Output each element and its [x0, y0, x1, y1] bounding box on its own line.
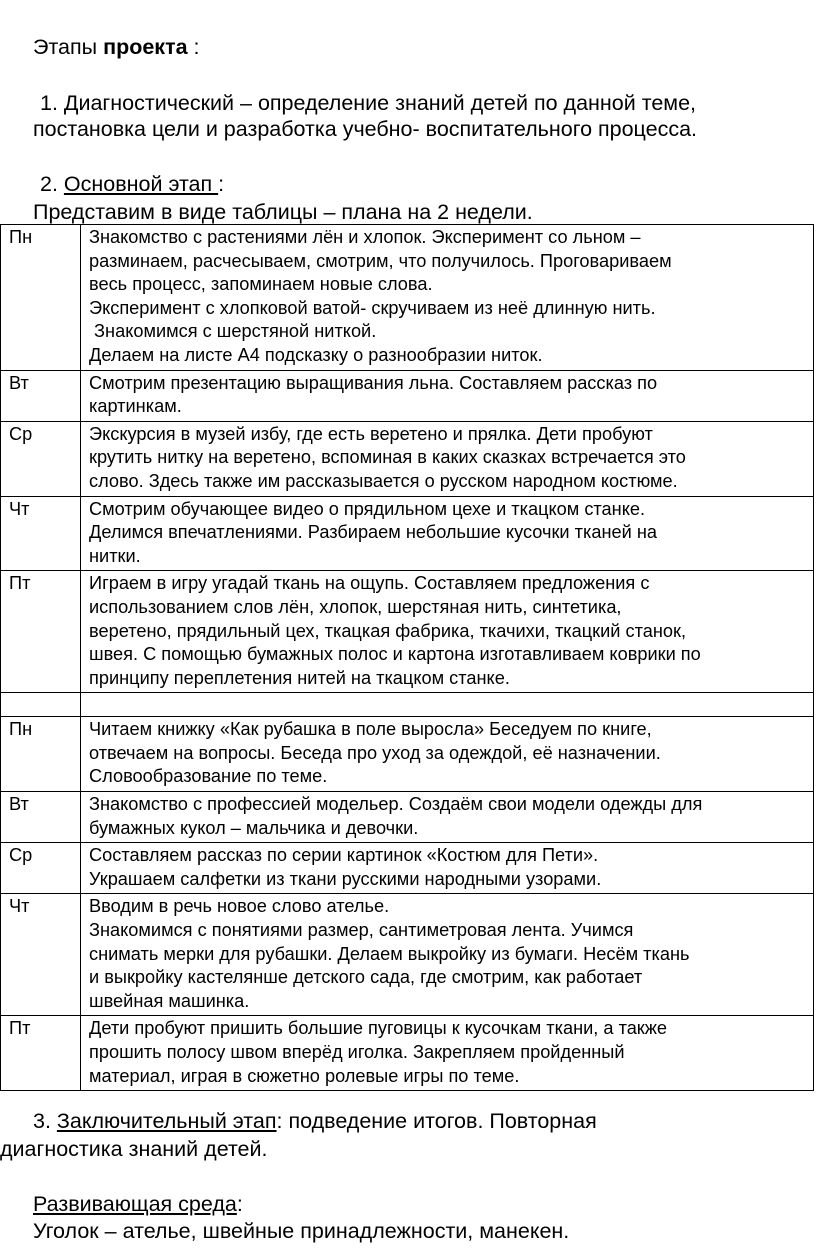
day-cell: Пт — [1, 571, 81, 693]
activity-line: снимать мерки для рубашки. Делаем выкройку из бумаги. Несём ткань — [89, 943, 690, 964]
table-row — [1, 1016, 814, 1091]
table-row — [1, 843, 814, 894]
environment-title: Развивающая среда — [33, 1192, 237, 1216]
table-row — [1, 370, 814, 421]
table-row — [1, 421, 814, 496]
day-cell: Ср — [1, 843, 81, 894]
stage3-heading — [33, 1108, 597, 1134]
activity-line: отвечаем на вопросы. Беседа про уход за одеждой, её назначении. — [89, 742, 661, 763]
empty-day-cell — [1, 693, 81, 717]
stage1-line2: постановка цели и разработка учебно- воспитательного процесса. — [33, 117, 698, 141]
stage1-line1: 1. Диагностический – определение знаний детей по данной теме, — [40, 91, 697, 115]
day-cell: Чт — [1, 496, 81, 571]
environment-colon: : — [236, 1192, 243, 1216]
table-row — [1, 496, 814, 571]
activity-cell — [81, 225, 814, 371]
activity-cell — [81, 1016, 814, 1091]
stages-heading — [33, 34, 200, 60]
activity-line: Смотрим презентацию выращивания льна. Составляем рассказ по — [89, 372, 658, 393]
activity-line: материал, играя в сюжетно ролевые игры по теме. — [89, 1065, 520, 1086]
activity-cell — [81, 496, 814, 571]
activity-line: весь процесс, запоминаем новые слова. — [89, 274, 433, 295]
activity-line: Вводим в речь новое слово ателье. — [89, 896, 390, 917]
activity-line: Делаем на листе А4 подсказку о разнообразии ниток. — [89, 344, 543, 365]
empty-activity-cell — [81, 693, 814, 717]
activity-cell — [81, 717, 814, 792]
activity-cell — [81, 843, 814, 894]
activity-line: использованием слов лён, хлопок, шерстяная нить, синтетика, — [89, 596, 622, 617]
activity-cell — [81, 421, 814, 496]
activity-cell — [81, 894, 814, 1016]
stages-heading-suffix: : — [187, 35, 200, 59]
stage2-colon: : — [218, 172, 225, 196]
activity-line: нитки. — [89, 545, 141, 566]
activity-line: разминаем, расчесываем, смотрим, что получилось. Проговариваем — [89, 250, 672, 271]
weekly-plan-table — [0, 224, 814, 1091]
activity-line: Смотрим обучающее видео о прядильном цехе и ткацком станке. — [89, 498, 646, 519]
day-cell: Вт — [1, 370, 81, 421]
activity-line: Читаем книжку «Как рубашка в поле выросла» Беседуем по книге, — [89, 719, 652, 740]
day-cell: Пт — [1, 1016, 81, 1091]
activity-line: крутить нитку на веретено, вспоминая в каких сказках встречается это — [89, 447, 686, 468]
activity-line: бумажных кукол – мальчика и девочки. — [89, 817, 419, 838]
activity-cell — [81, 792, 814, 843]
activity-cell — [81, 370, 814, 421]
table-row — [1, 717, 814, 792]
activity-line: Экскурсия в музей избу, где есть веретено и прялка. Дети пробуют — [89, 423, 653, 444]
activity-line: Играем в игру угадай ткань на ощупь. Составляем предложения с — [89, 573, 650, 594]
stages-heading-prefix: Этапы — [33, 35, 104, 59]
activity-line: Дети пробуют пришить большие пуговицы к кусочкам ткани, а также — [89, 1018, 668, 1039]
stage2-number: 2. — [40, 172, 64, 196]
activity-line: слово. Здесь также им рассказывается о русском народном костюме. — [89, 470, 678, 491]
stage2-title: Основной этап — [63, 172, 219, 196]
activity-line: принципу переплетения нитей на ткацком станке. — [89, 667, 510, 688]
activity-line: и выкройку кастелянше детского сада, где смотрим, как работает — [89, 967, 643, 988]
stage3-line2: диагностика знаний детей. — [0, 1137, 268, 1161]
table-row-separator — [1, 693, 814, 717]
day-cell: Вт — [1, 792, 81, 843]
activity-line: Украшаем салфетки из ткани русскими народными узорами. — [89, 868, 602, 889]
stage3-rest: : подведение итогов. Повторная — [276, 1109, 597, 1133]
table-row — [1, 894, 814, 1016]
activity-line: Эксперимент с хлопковой ватой- скручиваем из неё длинную нить. — [89, 297, 656, 318]
stage2-heading — [40, 171, 224, 197]
day-cell: Ср — [1, 421, 81, 496]
activity-cell — [81, 571, 814, 693]
activity-line: Знакомимся с шерстяной ниткой. — [89, 321, 377, 342]
environment-text: Уголок – ателье, швейные принадлежности, манекен. — [33, 1219, 570, 1243]
stage2-intro: Представим в виде таблицы – плана на 2 недели. — [33, 200, 533, 224]
day-cell: Пн — [1, 225, 81, 371]
activity-line: веретено, прядильный цех, ткацкая фабрика, ткачихи, ткацкий станок, — [89, 620, 687, 641]
activity-line: Знакомимся с понятиями размер, сантиметровая лента. Учимся — [89, 920, 634, 941]
stage3-number: 3. — [33, 1109, 57, 1133]
table-row — [1, 225, 814, 371]
activity-line: швея. С помощью бумажных полос и картона изготавливаем коврики по — [89, 644, 701, 665]
activity-line: швейная машинка. — [89, 990, 250, 1011]
activity-line: Словообразование по теме. — [89, 766, 328, 787]
stages-heading-bold: проекта — [103, 35, 188, 59]
activity-line: картинкам. — [89, 396, 182, 417]
activity-line: прошить полосу швом вперёд иголка. Закрепляем пройденный — [89, 1042, 625, 1062]
activity-line: Составляем рассказ по серии картинок «Костюм для Пети». — [89, 845, 599, 866]
day-cell: Чт — [1, 894, 81, 1016]
table-row — [1, 792, 814, 843]
table-row — [1, 571, 814, 693]
stage3-title: Заключительный этап — [56, 1109, 277, 1133]
environment-heading — [33, 1191, 243, 1217]
activity-line: Делимся впечатлениями. Разбираем небольшие кусочки тканей на — [89, 522, 657, 543]
activity-line: Знакомство с растениями лён и хлопок. Эксперимент со льном – — [89, 227, 641, 247]
activity-line: Знакомство с профессией модельер. Создаём свои модели одежды для — [89, 794, 703, 815]
day-cell: Пн — [1, 717, 81, 792]
